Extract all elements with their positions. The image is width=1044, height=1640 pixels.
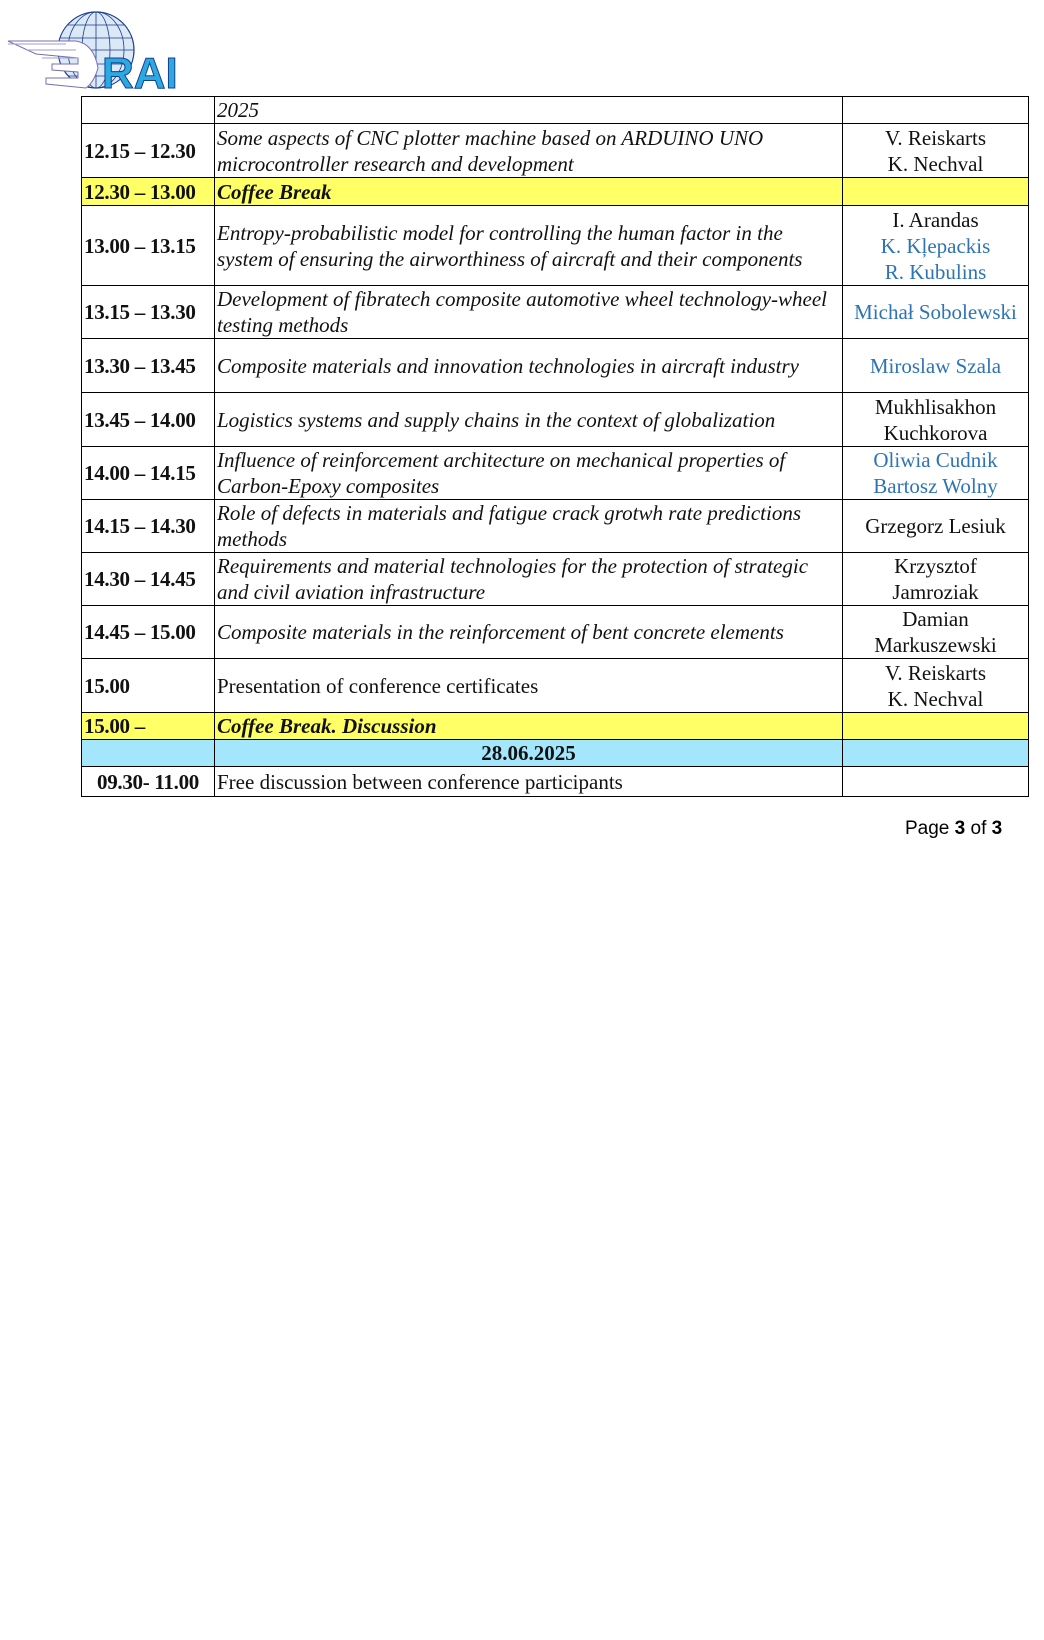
date-header-row [82,740,1029,767]
session-time [82,740,215,767]
page-number [905,818,1002,840]
speaker-name: I. Arandas [892,207,979,232]
speaker-name: Oliwia Cudnik [873,448,998,472]
session-title: Coffee Break. Discussion [215,713,843,740]
speaker-name: Miroslaw Szala [869,353,1002,378]
session-title: Role of defects in materials and fatigue crack grotwh rate predictions methods [215,500,843,553]
session-row [82,553,1029,606]
speaker-name: Jamroziak [892,580,979,604]
speaker-name: Bartosz Wolny [873,474,998,498]
session-time [82,97,215,124]
session-speakers [843,606,1029,659]
session-title: Composite materials in the reinforcement of bent concrete elements [215,606,843,659]
current-page: 3 [954,818,966,839]
speaker-name: Markuszewski [874,633,997,657]
speaker-name: R. Kubulins [884,259,987,284]
coffee-break-row [82,713,1029,740]
session-title: Requirements and material technologies for the protection of strategic and civil aviation infrastructure [215,553,843,606]
svg-text:RAI: RAI [102,49,178,94]
session-speakers [843,713,1029,740]
rai-letters [102,49,178,94]
session-speakers [843,740,1029,767]
session-speakers [843,447,1029,500]
speaker-name: Michał Sobolewski [854,300,1017,324]
coffee-break-row [82,178,1029,206]
speaker-name: V. Reiskarts [884,125,987,150]
session-time: 12.30 – 13.00 [82,178,215,206]
rai-logo [6,8,196,94]
session-speakers [843,286,1029,339]
speaker-name: Mukhlisakhon [874,394,997,419]
session-speakers [843,178,1029,206]
session-title: Entropy-probabilistic model for controlling the human factor in the system of ensuring the airworthiness of aircraft and their components [215,206,843,286]
session-title: Influence of reinforcement architecture on mechanical properties of Carbon-Epoxy composites [215,447,843,500]
session-time: 13.45 – 14.00 [82,393,215,447]
session-row [82,124,1029,178]
session-title: Some aspects of CNC plotter machine based on ARDUINO UNO microcontroller research and development [215,124,843,178]
speaker-name: Grzegorz Lesiuk [865,514,1006,538]
session-title: Coffee Break [215,178,843,206]
session-row [82,500,1029,553]
session-time: 14.30 – 14.45 [82,553,215,606]
speaker-name: Krzysztof [894,554,977,578]
session-row [82,97,1029,124]
speaker-name: Kuchkorova [883,420,988,445]
session-speakers [843,500,1029,553]
speaker-name: Damian [902,607,969,631]
session-row [82,767,1029,797]
session-time: 13.15 – 13.30 [82,286,215,339]
session-title: Development of fibratech composite automotive wheel technology-wheel testing methods [215,286,843,339]
session-title: Free discussion between conference participants [215,767,843,797]
session-time: 14.15 – 14.30 [82,500,215,553]
session-time: 12.15 – 12.30 [82,124,215,178]
session-row [82,606,1029,659]
conference-program-table [81,96,1029,797]
session-row [82,286,1029,339]
session-time: 14.00 – 14.15 [82,447,215,500]
page-of: of [965,818,992,839]
session-speakers [843,767,1029,797]
session-speakers [843,124,1029,178]
session-row [82,393,1029,447]
session-speakers [843,393,1029,447]
session-time: 14.45 – 15.00 [82,606,215,659]
session-time: 09.30- 11.00 [82,767,215,797]
session-speakers [843,206,1029,286]
speaker-name: K. Nechval [887,686,984,711]
session-title: Presentation of conference certificates [215,659,843,713]
wing-icon [8,41,98,88]
speaker-name: V. Reiskarts [884,660,987,685]
session-speakers [843,659,1029,713]
session-row [82,659,1029,713]
page-prefix: Page [905,818,955,839]
session-row [82,447,1029,500]
speaker-name: K. Kļepackis [880,233,991,258]
session-time: 13.00 – 13.15 [82,206,215,286]
session-row [82,339,1029,393]
session-title: 2025 [215,97,843,124]
session-time: 15.00 [82,659,215,713]
session-time: 15.00 – [82,713,215,740]
session-speakers [843,97,1029,124]
session-speakers [843,339,1029,393]
session-speakers [843,553,1029,606]
speaker-name: K. Nechval [887,151,984,176]
day-date: 28.06.2025 [215,740,843,767]
session-title: Composite materials and innovation technologies in aircraft industry [215,339,843,393]
total-pages: 3 [991,818,1003,839]
session-row [82,206,1029,286]
session-time: 13.30 – 13.45 [82,339,215,393]
session-title: Logistics systems and supply chains in the context of globalization [215,393,843,447]
